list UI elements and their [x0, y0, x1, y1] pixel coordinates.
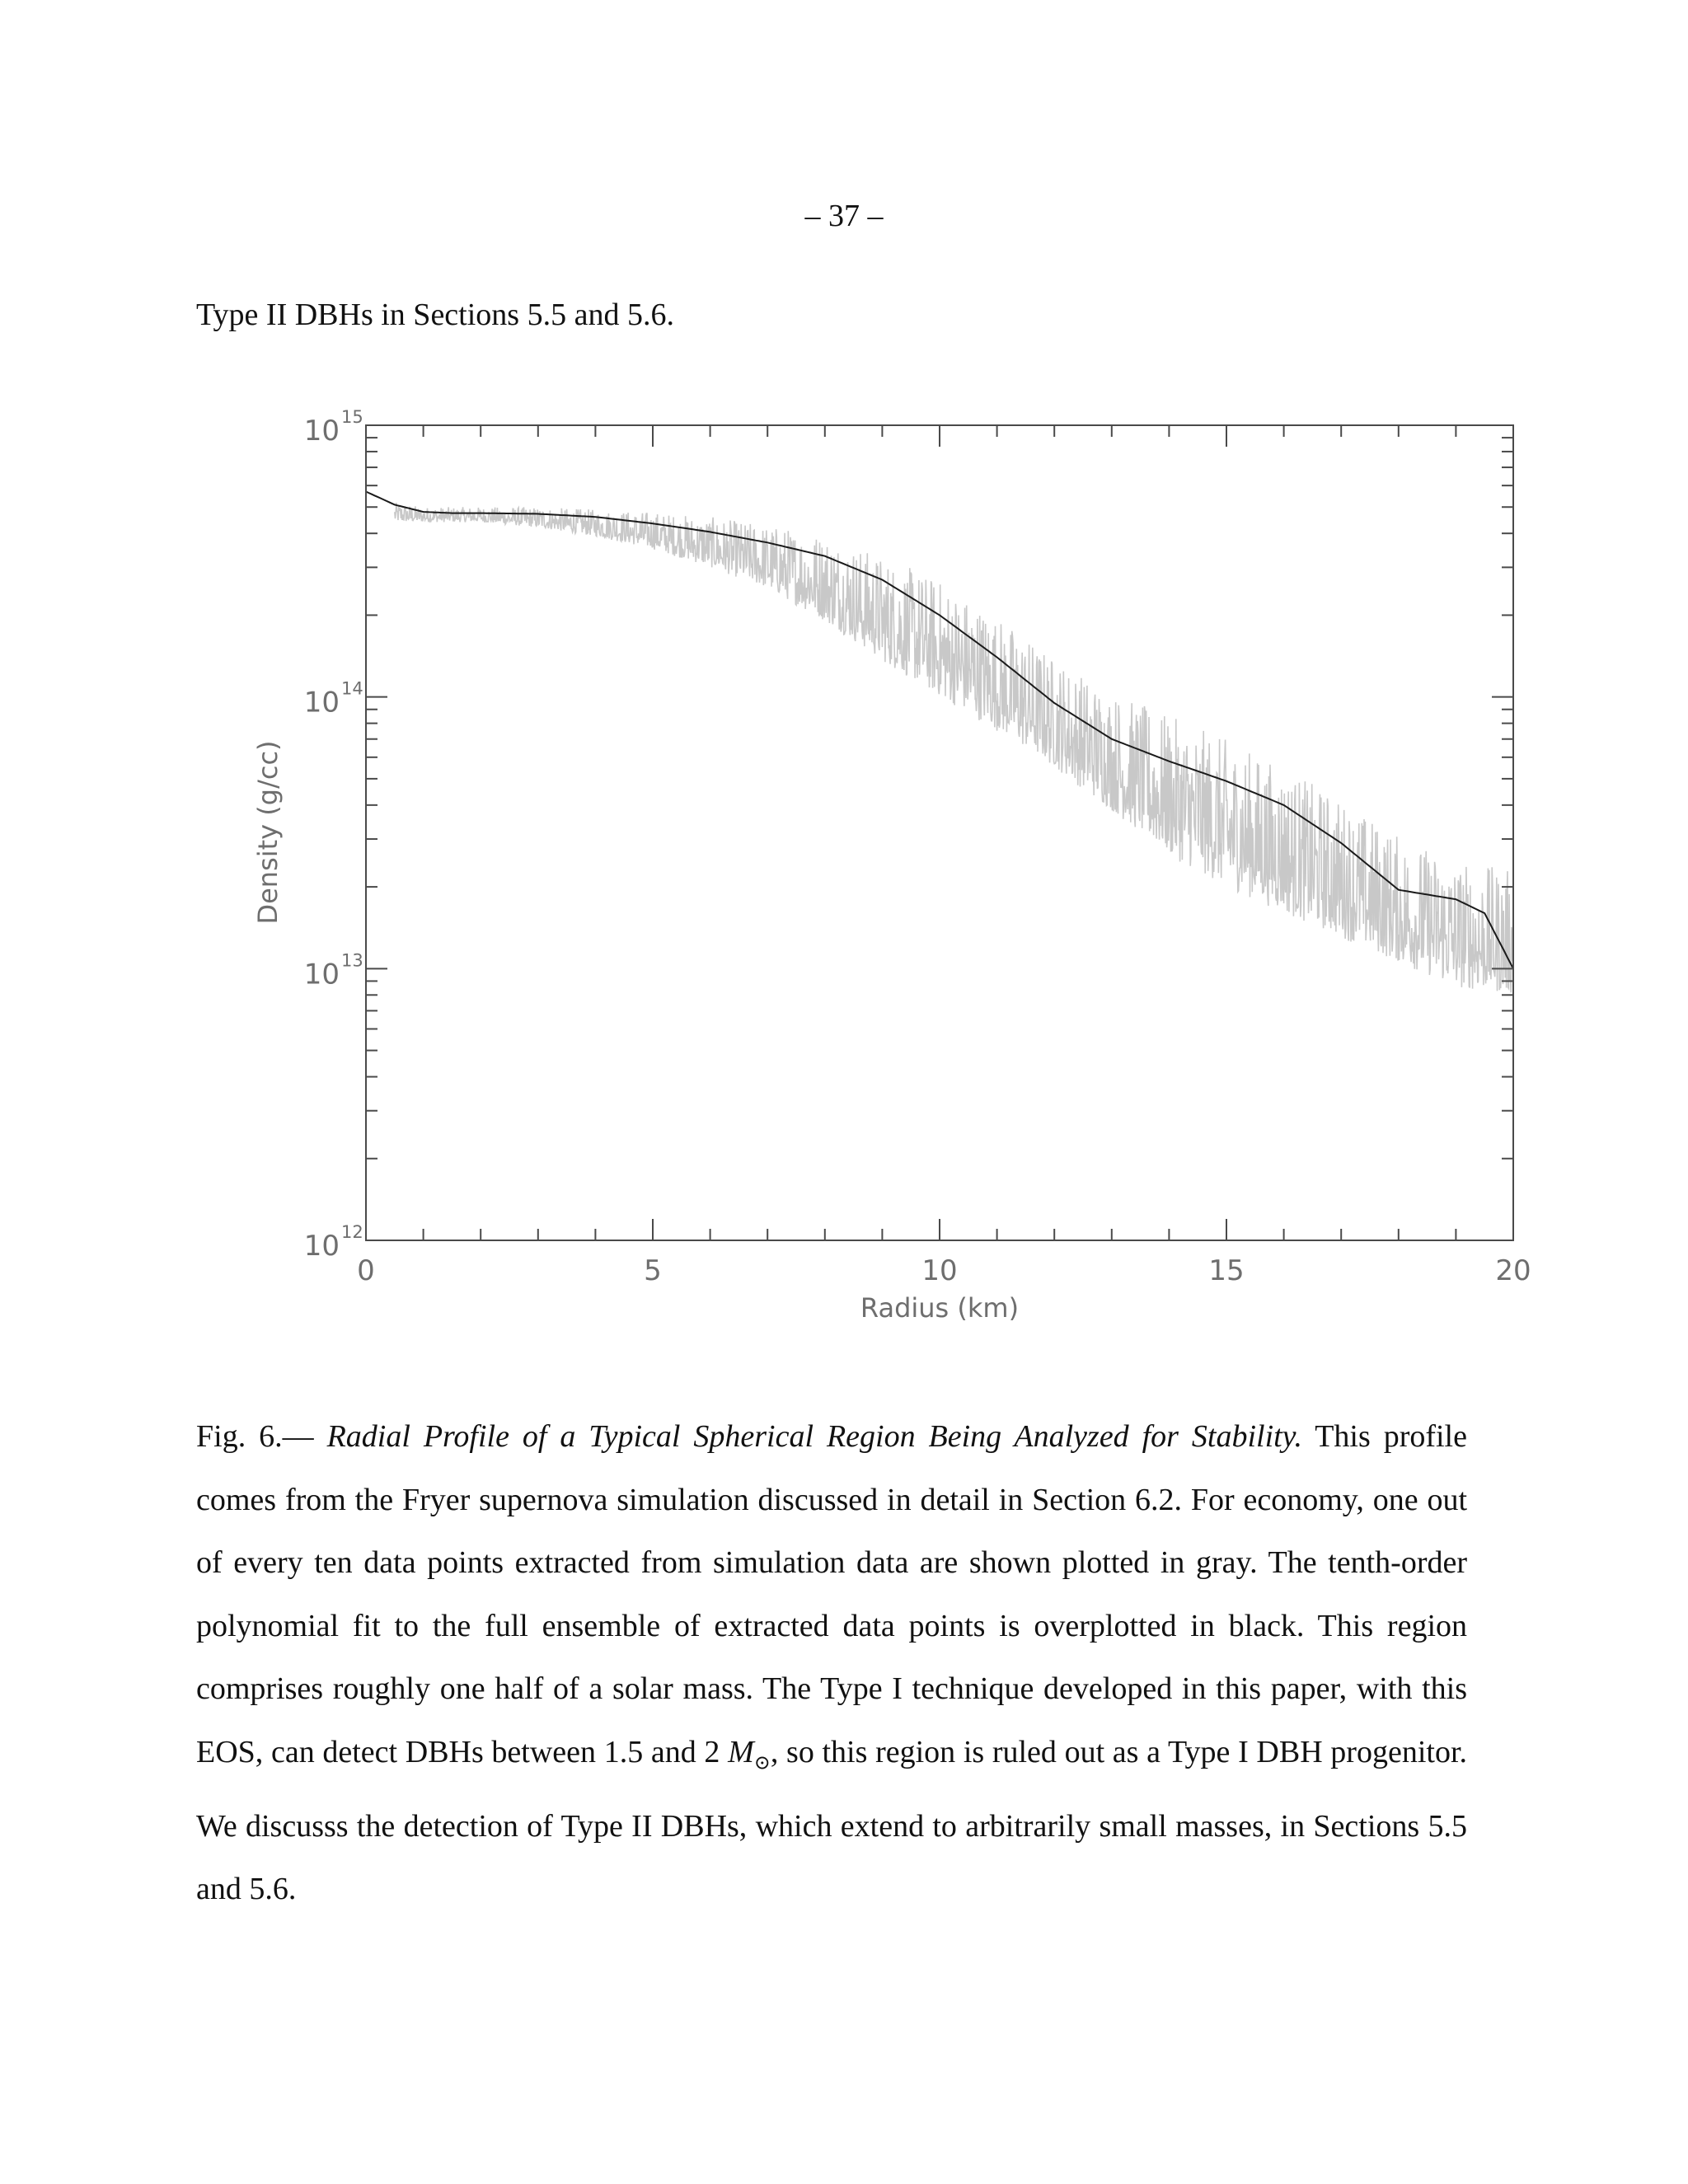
x-tick-label: 0 — [357, 1254, 375, 1287]
y-tick-exponent: 15 — [341, 407, 363, 427]
caption-title: Radial Profile of a Typical Spherical Region Being Analyzed for Stability. — [326, 1419, 1302, 1454]
y-tick-exponent: 14 — [341, 678, 363, 699]
x-axis-title: Radius (km) — [860, 1292, 1020, 1324]
caption-body-2: , so this region is ruled out as a Type I DBH progenitor. We discusss the detection of Type II DBHs, which extend to arbitrarily small masses, in Sections 5.5 and 5.6. — [196, 1734, 1468, 1907]
lead-text: Type II DBHs in Sections 5.5 and 5.6. — [196, 298, 674, 332]
gray-data-trace — [395, 503, 1513, 992]
y-axis-tick-labels — [304, 407, 363, 1263]
x-axis-tick-labels — [357, 1254, 1531, 1287]
solar-mass-symbol: $M_⊙$ — [728, 1734, 771, 1774]
y-tick-exponent: 12 — [341, 1222, 363, 1242]
x-tick-label: 10 — [921, 1254, 958, 1287]
solar-mass-subscript: ⊙ — [753, 1752, 771, 1774]
y-tick-label: 10 — [303, 958, 340, 991]
y-tick-exponent: 13 — [341, 950, 363, 971]
x-tick-label: 5 — [644, 1254, 662, 1287]
page-number: – 37 – — [804, 199, 884, 233]
y-tick-label: 10 — [303, 1230, 340, 1263]
gray-sampled-data — [395, 503, 1513, 992]
caption-label: Fig. 6.— — [196, 1419, 314, 1454]
figure-caption — [196, 1405, 1467, 1921]
caption-body-1: This profile comes from the Fryer supernova simulation discussed in detail in Section 6.2. For economy, one out of every ten data points extracted from simulation data are shown plotted in gray. The tenth-order polynomial fit to the full ensemble of extracted data points is overplotted in black. This region comprises roughly one half of a solar mass. The Type I technique developed in this paper, with this EOS, can detect DBHs between 1.5 and 2 — [196, 1419, 1467, 1769]
y-axis-title: Density (g/cc) — [252, 740, 284, 925]
y-tick-label: 10 — [303, 415, 340, 448]
x-tick-label: 20 — [1495, 1254, 1531, 1287]
x-tick-label: 15 — [1208, 1254, 1245, 1287]
y-tick-label: 10 — [303, 686, 340, 719]
